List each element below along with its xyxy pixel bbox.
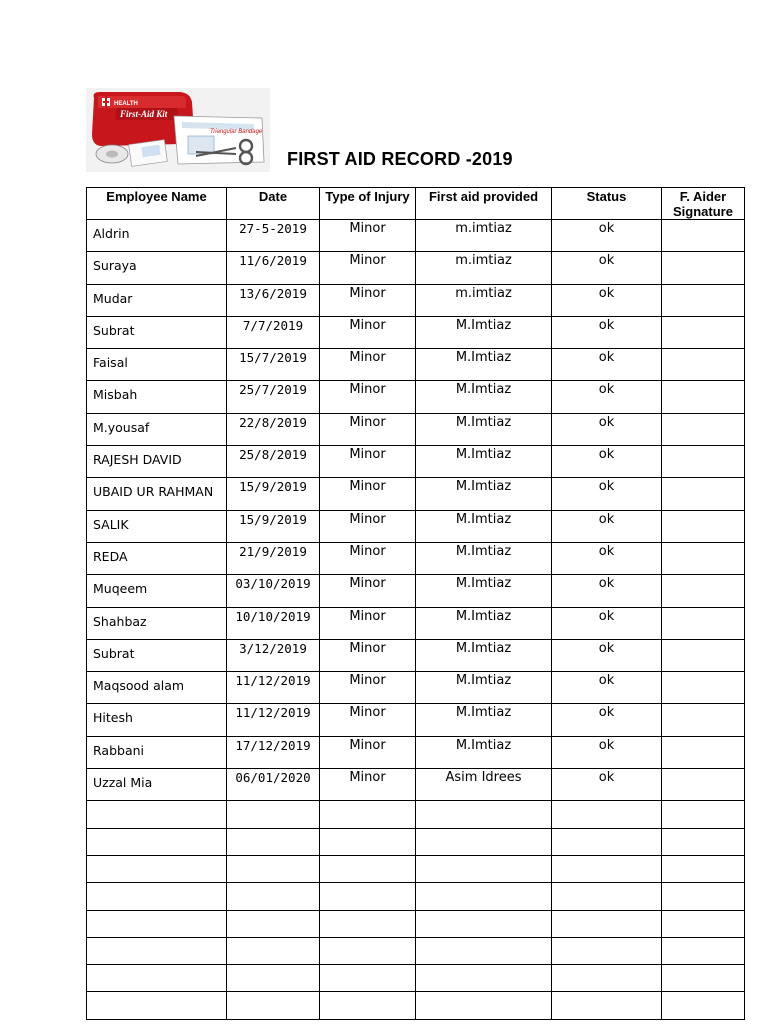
empty-cell [552, 801, 662, 828]
injury-type-cell: Minor [320, 413, 416, 445]
status-cell: ok [552, 575, 662, 607]
empty-cell [416, 965, 552, 992]
employee-name-cell: Misbah [87, 381, 227, 413]
first-aid-provided-cell: M.Imtiaz [416, 349, 552, 381]
date-cell: 25/7/2019 [227, 381, 320, 413]
empty-cell [87, 828, 227, 855]
empty-cell [227, 937, 320, 964]
table-row [87, 446, 745, 478]
table-row [87, 704, 745, 736]
empty-table-row [87, 801, 745, 828]
empty-cell [320, 965, 416, 992]
signature-cell [662, 478, 745, 510]
signature-cell [662, 284, 745, 316]
empty-table-row [87, 965, 745, 992]
signature-cell [662, 252, 745, 284]
injury-type-cell: Minor [320, 349, 416, 381]
empty-cell [87, 992, 227, 1019]
empty-cell [227, 801, 320, 828]
status-cell: ok [552, 446, 662, 478]
signature-cell [662, 220, 745, 252]
employee-name-cell: Uzzal Mia [87, 769, 227, 801]
empty-cell [552, 855, 662, 882]
employee-name-cell: Maqsood alam [87, 672, 227, 704]
empty-table-row [87, 828, 745, 855]
signature-cell [662, 349, 745, 381]
employee-name-cell: Hitesh [87, 704, 227, 736]
injury-type-cell: Minor [320, 446, 416, 478]
empty-cell [320, 801, 416, 828]
table-row [87, 284, 745, 316]
empty-cell [320, 883, 416, 910]
empty-cell [552, 965, 662, 992]
signature-cell [662, 413, 745, 445]
employee-name-cell: UBAID UR RAHMAN [87, 478, 227, 510]
table-row [87, 220, 745, 252]
table-row [87, 639, 745, 671]
employee-name-cell: RAJESH DAVID [87, 446, 227, 478]
date-cell: 15/9/2019 [227, 510, 320, 542]
empty-cell [87, 910, 227, 937]
date-cell: 13/6/2019 [227, 284, 320, 316]
empty-cell [416, 992, 552, 1019]
status-cell: ok [552, 220, 662, 252]
date-cell: 10/10/2019 [227, 607, 320, 639]
status-cell: ok [552, 284, 662, 316]
empty-cell [416, 828, 552, 855]
first-aid-provided-cell: M.Imtiaz [416, 316, 552, 348]
injury-type-cell: Minor [320, 316, 416, 348]
first-aid-provided-cell: M.Imtiaz [416, 736, 552, 768]
table-row [87, 736, 745, 768]
date-cell: 11/12/2019 [227, 704, 320, 736]
empty-cell [227, 910, 320, 937]
injury-type-cell: Minor [320, 672, 416, 704]
empty-cell [227, 883, 320, 910]
empty-cell [662, 910, 745, 937]
box-label: Triangular Bandage [210, 129, 263, 135]
injury-type-cell: Minor [320, 607, 416, 639]
empty-table-row [87, 910, 745, 937]
first-aid-provided-cell: M.Imtiaz [416, 704, 552, 736]
date-cell: 11/6/2019 [227, 252, 320, 284]
injury-type-cell: Minor [320, 575, 416, 607]
empty-cell [416, 937, 552, 964]
first-aid-provided-cell: M.Imtiaz [416, 542, 552, 574]
employee-name-cell: Rabbani [87, 736, 227, 768]
table-row [87, 607, 745, 639]
empty-cell [662, 965, 745, 992]
empty-cell [552, 828, 662, 855]
status-cell: ok [552, 736, 662, 768]
table-header-row [87, 188, 745, 220]
first-aid-provided-cell: M.Imtiaz [416, 672, 552, 704]
signature-cell [662, 542, 745, 574]
empty-cell [662, 937, 745, 964]
table-row [87, 478, 745, 510]
signature-cell [662, 672, 745, 704]
first-aid-provided-cell: M.Imtiaz [416, 478, 552, 510]
date-cell: 11/12/2019 [227, 672, 320, 704]
empty-cell [87, 965, 227, 992]
empty-cell [662, 883, 745, 910]
empty-cell [552, 992, 662, 1019]
date-cell: 21/9/2019 [227, 542, 320, 574]
table-row [87, 349, 745, 381]
first-aid-provided-cell: m.imtiaz [416, 252, 552, 284]
column-header-employee-name: Employee Name [87, 188, 227, 220]
first-aid-provided-cell: m.imtiaz [416, 220, 552, 252]
employee-name-cell: M.yousaf [87, 413, 227, 445]
table-row [87, 672, 745, 704]
employee-name-cell: Suraya [87, 252, 227, 284]
empty-cell [662, 992, 745, 1019]
injury-type-cell: Minor [320, 769, 416, 801]
date-cell: 27-5-2019 [227, 220, 320, 252]
first-aid-provided-cell: M.Imtiaz [416, 381, 552, 413]
first-aid-provided-cell: M.Imtiaz [416, 575, 552, 607]
column-header-date: Date [227, 188, 320, 220]
employee-name-cell: Subrat [87, 639, 227, 671]
empty-cell [320, 855, 416, 882]
signature-cell [662, 736, 745, 768]
empty-cell [416, 883, 552, 910]
date-cell: 22/8/2019 [227, 413, 320, 445]
empty-table-row [87, 855, 745, 882]
empty-cell [552, 883, 662, 910]
page-title: FIRST AID RECORD -2019 [287, 149, 513, 169]
table-row [87, 575, 745, 607]
table-row [87, 252, 745, 284]
signature-cell [662, 510, 745, 542]
empty-cell [227, 855, 320, 882]
employee-name-cell: Subrat [87, 316, 227, 348]
empty-cell [87, 937, 227, 964]
signature-cell [662, 381, 745, 413]
status-cell: ok [552, 316, 662, 348]
injury-type-cell: Minor [320, 220, 416, 252]
empty-cell [662, 828, 745, 855]
empty-cell [416, 801, 552, 828]
empty-cell [320, 910, 416, 937]
table-row [87, 413, 745, 445]
table-row [87, 510, 745, 542]
injury-type-cell: Minor [320, 639, 416, 671]
empty-cell [552, 937, 662, 964]
date-cell: 03/10/2019 [227, 575, 320, 607]
status-cell: ok [552, 252, 662, 284]
empty-cell [320, 937, 416, 964]
table-row [87, 316, 745, 348]
first-aid-kit-logo [86, 88, 270, 172]
signature-cell [662, 769, 745, 801]
injury-type-cell: Minor [320, 542, 416, 574]
date-cell: 06/01/2020 [227, 769, 320, 801]
empty-table-row [87, 883, 745, 910]
empty-cell [227, 965, 320, 992]
signature-cell [662, 316, 745, 348]
employee-name-cell: Shahbaz [87, 607, 227, 639]
empty-cell [87, 801, 227, 828]
date-cell: 15/9/2019 [227, 478, 320, 510]
first-aid-provided-cell: m.imtiaz [416, 284, 552, 316]
signature-cell [662, 704, 745, 736]
status-cell: ok [552, 510, 662, 542]
column-header-first-aid-provided: First aid provided [416, 188, 552, 220]
empty-table-row [87, 937, 745, 964]
first-aid-provided-cell: M.Imtiaz [416, 446, 552, 478]
first-aid-record-table [86, 187, 745, 1020]
status-cell: ok [552, 413, 662, 445]
employee-name-cell: SALIK [87, 510, 227, 542]
first-aid-provided-cell: M.Imtiaz [416, 607, 552, 639]
first-aid-provided-cell: Asim Idrees [416, 769, 552, 801]
status-cell: ok [552, 639, 662, 671]
empty-cell [87, 883, 227, 910]
empty-cell [87, 855, 227, 882]
first-aid-provided-cell: M.Imtiaz [416, 639, 552, 671]
injury-type-cell: Minor [320, 381, 416, 413]
empty-cell [662, 801, 745, 828]
empty-cell [416, 855, 552, 882]
kit-label: First-Aid Kit [120, 109, 168, 119]
injury-type-cell: Minor [320, 704, 416, 736]
table-row [87, 769, 745, 801]
injury-type-cell: Minor [320, 252, 416, 284]
employee-name-cell: REDA [87, 542, 227, 574]
empty-cell [662, 855, 745, 882]
column-header-type-of-injury: Type of Injury [320, 188, 416, 220]
status-cell: ok [552, 672, 662, 704]
column-header-status: Status [552, 188, 662, 220]
injury-type-cell: Minor [320, 736, 416, 768]
employee-name-cell: Faisal [87, 349, 227, 381]
injury-type-cell: Minor [320, 510, 416, 542]
status-cell: ok [552, 478, 662, 510]
injury-type-cell: Minor [320, 478, 416, 510]
empty-cell [320, 828, 416, 855]
signature-cell [662, 639, 745, 671]
status-cell: ok [552, 349, 662, 381]
date-cell: 7/7/2019 [227, 316, 320, 348]
table-row [87, 542, 745, 574]
status-cell: ok [552, 542, 662, 574]
empty-cell [227, 828, 320, 855]
table-row [87, 381, 745, 413]
employee-name-cell: Mudar [87, 284, 227, 316]
first-aid-provided-cell: M.Imtiaz [416, 510, 552, 542]
first-aid-provided-cell: M.Imtiaz [416, 413, 552, 445]
signature-cell [662, 607, 745, 639]
employee-name-cell: Aldrin [87, 220, 227, 252]
status-cell: ok [552, 704, 662, 736]
injury-type-cell: Minor [320, 284, 416, 316]
employee-name-cell: Muqeem [87, 575, 227, 607]
date-cell: 15/7/2019 [227, 349, 320, 381]
signature-cell [662, 446, 745, 478]
empty-cell [320, 992, 416, 1019]
empty-cell [552, 910, 662, 937]
empty-cell [227, 992, 320, 1019]
empty-cell [416, 910, 552, 937]
brand-label: HEALTH [114, 101, 138, 107]
date-cell: 25/8/2019 [227, 446, 320, 478]
status-cell: ok [552, 769, 662, 801]
date-cell: 3/12/2019 [227, 639, 320, 671]
signature-cell [662, 575, 745, 607]
date-cell: 17/12/2019 [227, 736, 320, 768]
status-cell: ok [552, 381, 662, 413]
empty-table-row [87, 992, 745, 1019]
column-header-signature: F. Aider Signature [662, 188, 745, 220]
status-cell: ok [552, 607, 662, 639]
